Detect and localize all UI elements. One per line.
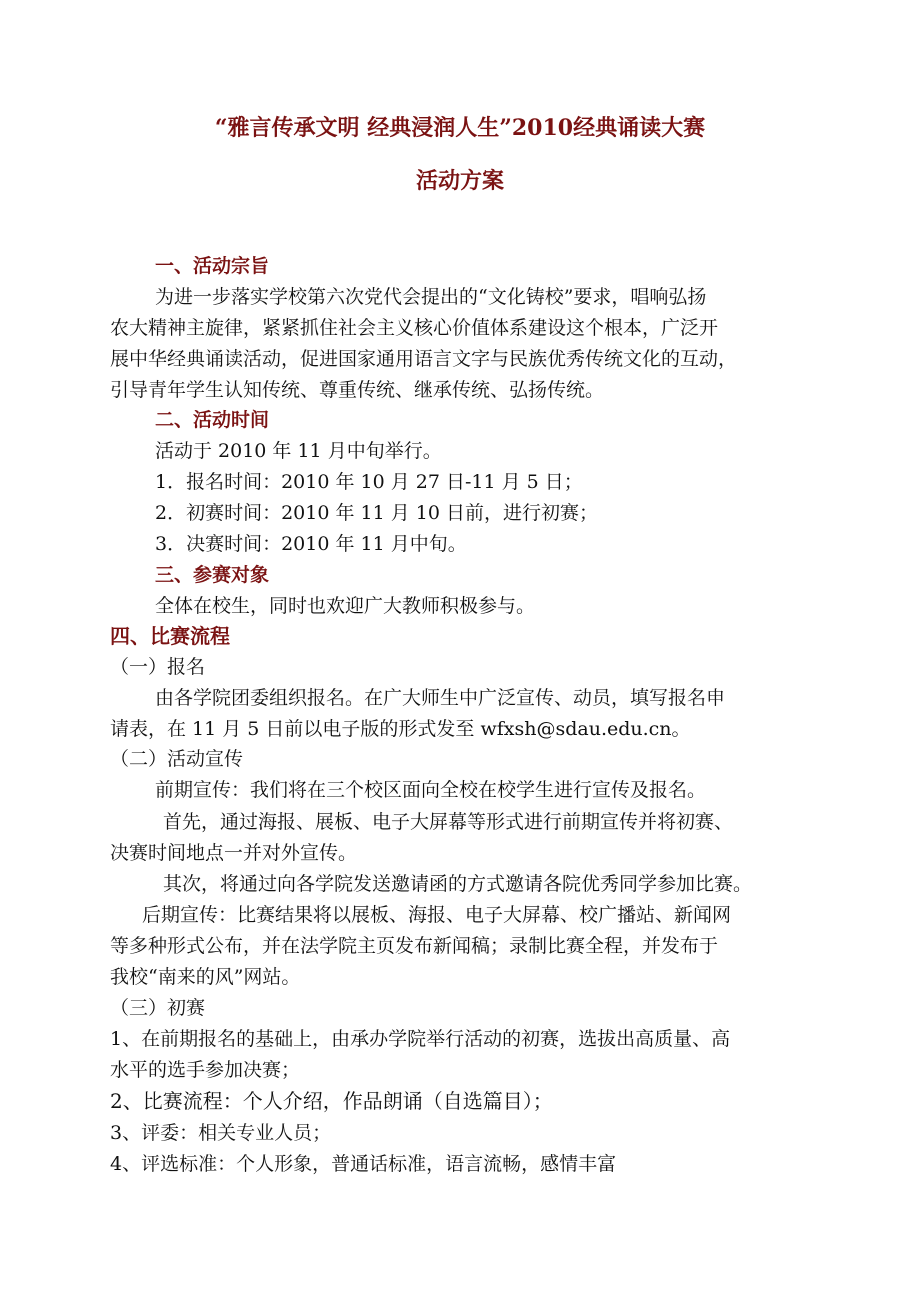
section-heading-participants: 三、参赛对象 xyxy=(155,564,270,586)
paragraph-line: 等多种形式公布，并在法学院主页发布新闻稿；录制比赛全程，并发布于 xyxy=(110,935,719,957)
paragraph-line: 请表，在 11 月 5 日前以电子版的形式发至 wfxsh@sdau.edu.cn。 xyxy=(110,718,691,740)
section-heading-purpose: 一、活动宗旨 xyxy=(155,255,270,277)
document-subtitle: 活动方案 xyxy=(415,168,504,194)
paragraph-line: 由各学院团委组织报名。在广大师生中广泛宣传、动员，填写报名申 xyxy=(155,687,726,709)
paragraph-line: 为进一步落实学校第六次党代会提出的“文化铸校”要求，唱响弘扬 xyxy=(155,286,707,308)
subsection-heading-promotion: （二）活动宣传 xyxy=(110,748,244,770)
preliminary-item-process: 2、比赛流程：个人介绍，作品朗诵（自选篇目）； xyxy=(110,1089,553,1113)
preliminary-item-judges: 3、评委：相关专业人员； xyxy=(110,1122,332,1144)
promotion-second: 其次，将通过向各学院发送邀请函的方式邀请各院优秀同学参加比赛。 xyxy=(163,873,753,895)
paragraph-line: 引导青年学生认知传统、尊重传统、继承传统、弘扬传统。 xyxy=(110,379,605,401)
paragraph-line: 农大精神主旋律，紧紧抓住社会主义核心价值体系建设这个根本，广泛开 xyxy=(110,317,719,339)
subsection-heading-preliminary: （三）初赛 xyxy=(110,997,206,1019)
document-title: “雅言传承文明 经典浸润人生”2010经典诵读大赛 xyxy=(214,115,706,141)
preliminary-item-criteria: 4、评选标准：个人形象，普通话标准，语言流畅，感情丰富 xyxy=(110,1153,617,1175)
participants-text: 全体在校生，同时也欢迎广大教师积极参与。 xyxy=(155,595,536,617)
time-intro: 活动于 2010 年 11 月中旬举行。 xyxy=(155,440,442,462)
section-heading-process: 四、比赛流程 xyxy=(110,624,230,648)
paragraph-line: 水平的选手参加决赛； xyxy=(110,1059,301,1081)
paragraph-line: 1、在前期报名的基础上，由承办学院举行活动的初赛，选拔出高质量、高 xyxy=(110,1028,731,1050)
section-heading-time: 二、活动时间 xyxy=(155,409,270,431)
time-item-preliminary: 2．初赛时间：2010 年 11 月 10 日前，进行初赛； xyxy=(155,502,598,524)
paragraph-line: 我校“南来的风”网站。 xyxy=(110,966,301,988)
time-item-final: 3．决赛时间：2010 年 11 月中旬。 xyxy=(155,533,467,555)
paragraph-line: 首先，通过海报、展板、电子大屏幕等形式进行前期宣传并将初赛、 xyxy=(163,811,734,833)
paragraph-line: 后期宣传：比赛结果将以展板、海报、电子大屏幕、校广播站、新闻网 xyxy=(142,904,732,926)
subsection-heading-registration: （一）报名 xyxy=(110,656,206,678)
paragraph-line: 展中华经典诵读活动，促进国家通用语言文字与民族优秀传统文化的互动， xyxy=(110,348,738,370)
paragraph-line: 决赛时间地点一并对外宣传。 xyxy=(110,842,358,864)
promotion-early: 前期宣传：我们将在三个校区面向全校在校学生进行宣传及报名。 xyxy=(155,779,707,801)
time-item-registration: 1．报名时间：2010 年 10 月 27 日-11 月 5 日； xyxy=(155,471,583,493)
